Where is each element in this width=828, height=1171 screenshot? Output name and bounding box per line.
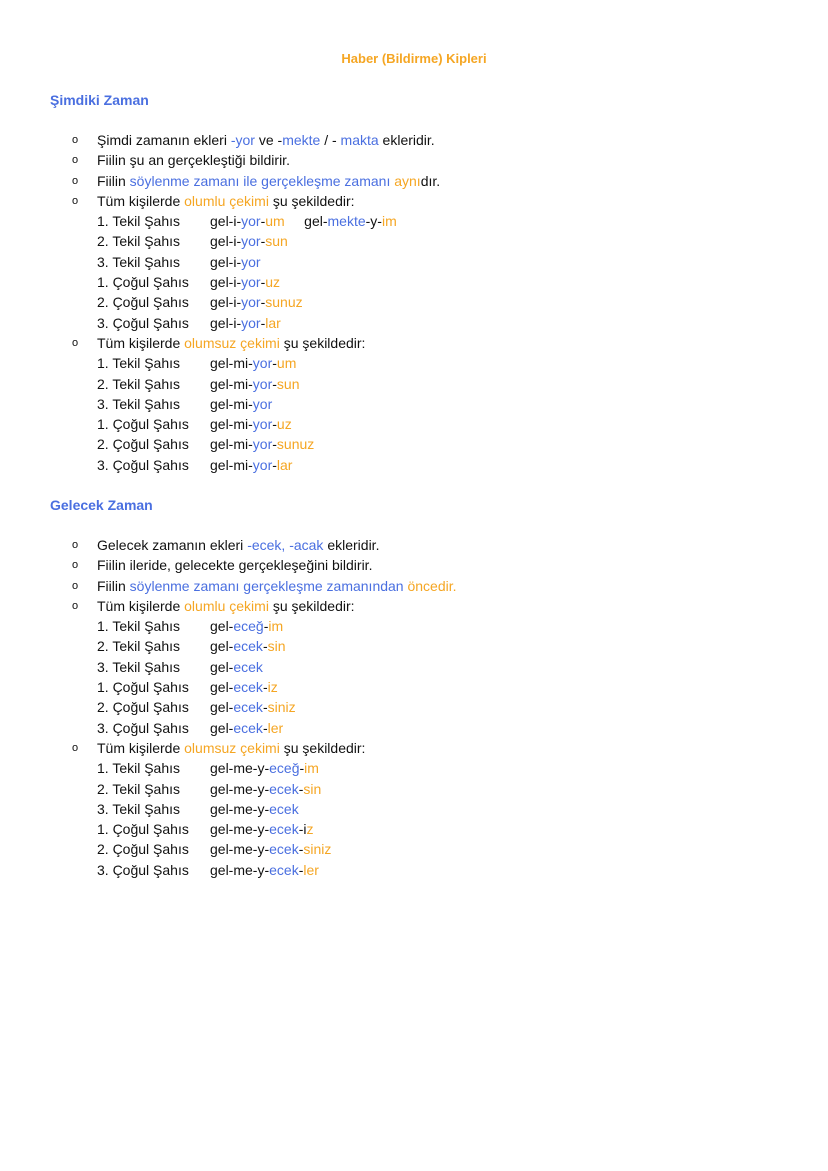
line-text [97, 292, 303, 312]
highlight-orange: sun [265, 233, 288, 250]
text-segment: gel-i- [210, 274, 242, 291]
text-segment: gel-i- [210, 213, 242, 230]
highlight-orange: im [381, 213, 397, 230]
highlight-blue: söylenme zamanı gerçekleşme zamanından [129, 577, 408, 594]
highlight-orange: lar [276, 456, 293, 473]
highlight-orange: sin [303, 780, 322, 797]
highlight-blue: yor [241, 253, 261, 270]
bullet-circle-icon: o [72, 599, 79, 612]
text-segment: Tüm kişilerde [97, 597, 185, 614]
line-text [97, 779, 321, 799]
highlight-orange: sun [276, 375, 300, 392]
text-segment: gel-mi- [210, 375, 253, 392]
highlight-blue: ecek [269, 821, 299, 838]
text-segment: gel-me-y- [210, 760, 270, 777]
text-segment: Tüm kişilerde [97, 192, 185, 209]
person-label: 2. Çoğul Şahıs [97, 841, 189, 858]
line-text [97, 819, 313, 839]
bullet-circle-icon: o [72, 134, 79, 146]
highlight-blue: eceğ [233, 618, 264, 635]
text-segment: - [272, 375, 277, 392]
highlight-blue: ecek [269, 800, 299, 817]
bullet-circle-icon: o [72, 194, 79, 207]
text-segment: Fiilin ileride, gelecekte gerçekleşeğini bildirir. [97, 557, 373, 574]
text-segment: gel-i- [210, 294, 242, 311]
text-segment: Fiilin [97, 172, 130, 189]
text-segment: - [260, 213, 266, 230]
highlight-blue: mekte [282, 132, 321, 148]
line-text [97, 677, 278, 697]
line-text [97, 353, 296, 373]
text-segment: / - [320, 132, 341, 148]
highlight-blue: söylenme zamanı ile gerçekleşme zamanı [129, 172, 395, 189]
text-segment: Fiilin şu an gerçekleştiği bildirir. [97, 152, 290, 169]
person-label: 1. Tekil Şahıs [97, 618, 181, 635]
line-text [97, 596, 355, 616]
person-label: 1. Tekil Şahıs [97, 355, 181, 372]
text-segment: - [262, 719, 268, 736]
text-segment: gel- [210, 618, 234, 635]
highlight-orange: sunuz [276, 436, 315, 453]
highlight-blue: ecek [269, 861, 299, 878]
person-label: 3. Çoğul Şahıs [97, 719, 189, 736]
highlight-blue: -yor [230, 132, 255, 148]
text-segment: - [260, 274, 266, 291]
highlight-orange: olumlu çekimi [184, 597, 269, 614]
highlight-blue: yor [241, 274, 261, 291]
highlight-orange: öncedir. [407, 577, 457, 594]
text-segment: gel-i- [210, 314, 242, 331]
bullet-circle-icon: o [72, 174, 79, 187]
document-title: Haber (Bildirme) Kipleri [341, 51, 487, 66]
highlight-orange: uz [265, 274, 281, 291]
highlight-blue: ecek [233, 719, 263, 736]
line-text [97, 333, 365, 353]
text-segment: -y- [365, 213, 382, 230]
text-segment: - [298, 841, 304, 858]
person-label: 2. Çoğul Şahıs [97, 699, 189, 716]
text-segment: - [262, 638, 268, 655]
person-label: 1. Çoğul Şahıs [97, 274, 189, 291]
highlight-blue: ecek [233, 699, 263, 716]
line-text [97, 374, 299, 394]
line-text [97, 636, 286, 656]
highlight-blue: -ecek, -acak [247, 537, 324, 553]
line-text [97, 171, 440, 191]
line-text [97, 718, 283, 738]
text-segment: - [272, 416, 277, 433]
line-text [97, 839, 331, 859]
line-text [97, 252, 261, 272]
text-segment: - [260, 314, 266, 331]
highlight-orange: siniz [267, 699, 296, 716]
person-label: 2. Tekil Şahıs [97, 375, 181, 392]
highlight-orange: olumsuz çekimi [184, 739, 280, 756]
text-segment: Gelecek zamanın ekleri [97, 537, 248, 553]
person-label: 1. Tekil Şahıs [97, 213, 181, 230]
text-segment: - [260, 294, 266, 311]
line-text [97, 150, 290, 170]
line-text [97, 272, 280, 292]
person-label: 3. Tekil Şahıs [97, 800, 181, 817]
line-text [97, 211, 397, 231]
line-text [97, 191, 355, 211]
highlight-blue: mekte [327, 213, 366, 230]
text-segment: gel- [210, 699, 234, 716]
highlight-orange: iz [267, 679, 278, 696]
line-text [97, 697, 296, 717]
text-segment: şu şekildedir: [279, 739, 366, 756]
line-text [97, 535, 379, 555]
text-segment: - [262, 679, 268, 696]
bullet-circle-icon: o [72, 559, 79, 572]
highlight-orange: ler [303, 861, 319, 878]
bullet-circle-icon: o [72, 539, 79, 551]
text-segment: şu şekildedir: [268, 192, 355, 209]
line-text [97, 799, 299, 819]
highlight-orange: siniz [303, 841, 332, 858]
highlight-orange: sunuz [265, 294, 303, 311]
highlight-orange: aynı [394, 172, 421, 189]
person-label: 1. Çoğul Şahıs [97, 821, 189, 838]
highlight-orange: olumlu çekimi [184, 192, 269, 209]
highlight-blue: yor [252, 416, 273, 433]
highlight-blue: ecek [233, 638, 263, 655]
text-segment: gel- [210, 658, 234, 675]
person-label: 2. Çoğul Şahıs [97, 436, 189, 453]
bullet-circle-icon: o [72, 336, 79, 349]
line-text [97, 455, 292, 475]
text-segment: gel-mi- [210, 416, 253, 433]
line-text [97, 576, 457, 596]
text-segment: gel-mi- [210, 436, 253, 453]
person-label: 2. Tekil Şahıs [97, 638, 181, 655]
highlight-blue: yor [241, 294, 261, 311]
text-segment: gel-mi- [210, 355, 253, 372]
line-text [97, 758, 319, 778]
text-segment: ekleridir. [323, 537, 380, 553]
highlight-orange: im [304, 760, 319, 777]
highlight-blue: yor [241, 233, 261, 250]
text-segment: ve - [254, 132, 283, 148]
text-segment: gel-me-y- [210, 841, 270, 858]
highlight-blue: ecek [233, 679, 263, 696]
line-text [97, 231, 288, 251]
section-heading-gelecek-zaman: Gelecek Zaman [50, 497, 153, 513]
highlight-orange: sin [267, 638, 286, 655]
text-segment: gel-mi- [210, 395, 253, 412]
text-segment: Tüm kişilerde [97, 739, 185, 756]
person-label: 3. Çoğul Şahıs [97, 314, 189, 331]
highlight-orange: im [268, 618, 284, 635]
text-segment: gel-mi- [210, 456, 253, 473]
text-segment: - [298, 780, 304, 797]
highlight-blue: yor [252, 456, 273, 473]
text-segment: Tüm kişilerde [97, 334, 185, 351]
highlight-orange: lar [265, 314, 281, 331]
text-segment: - [272, 355, 277, 372]
line-text [97, 738, 365, 758]
highlight-orange: uz [276, 416, 292, 433]
highlight-blue: yor [252, 436, 273, 453]
line-text [97, 130, 435, 150]
text-segment: ekleridir. [378, 132, 435, 148]
person-label: 2. Tekil Şahıs [97, 780, 181, 797]
person-label: 3. Çoğul Şahıs [97, 456, 189, 473]
line-text [97, 313, 281, 333]
highlight-blue: yor [252, 395, 273, 412]
text-segment: şu şekildedir: [279, 334, 366, 351]
text-segment: - [299, 760, 305, 777]
highlight-orange: z [306, 821, 314, 838]
section-heading-simdiki-zaman: Şimdiki Zaman [50, 92, 149, 108]
highlight-blue: ecek [269, 780, 299, 797]
line-text [97, 860, 319, 880]
person-label: 3. Tekil Şahıs [97, 395, 181, 412]
line-text [97, 555, 372, 575]
person-label: 2. Tekil Şahıs [97, 233, 181, 250]
highlight-blue: yor [241, 213, 261, 230]
highlight-blue: makta [340, 132, 379, 148]
line-text [97, 657, 263, 677]
text-segment: - [260, 233, 266, 250]
line-text [97, 394, 272, 414]
text-segment: dır. [420, 172, 441, 189]
person-label: 3. Tekil Şahıs [97, 658, 181, 675]
text-segment: gel-i- [210, 253, 242, 270]
text-segment: gel- [210, 638, 234, 655]
text-segment: - [298, 861, 304, 878]
person-label: 1. Çoğul Şahıs [97, 679, 189, 696]
text-segment: şu şekildedir: [268, 597, 355, 614]
highlight-blue: yor [252, 375, 273, 392]
text-segment: - [263, 618, 269, 635]
text-segment: gel-me-y- [210, 861, 270, 878]
text-segment: - [272, 456, 277, 473]
text-segment: gel- [284, 213, 328, 230]
highlight-orange: olumsuz çekimi [184, 334, 280, 351]
text-segment: Şimdi zamanın ekleri [97, 132, 231, 148]
highlight-orange: um [265, 213, 285, 230]
text-segment: gel- [210, 679, 234, 696]
person-label: 1. Tekil Şahıs [97, 760, 181, 777]
highlight-blue: eceğ [269, 760, 300, 777]
bullet-circle-icon: o [72, 579, 79, 592]
text-segment: gel-me-y- [210, 821, 270, 838]
highlight-blue: yor [252, 355, 273, 372]
person-label: 1. Çoğul Şahıs [97, 416, 189, 433]
line-text [97, 434, 314, 454]
bullet-circle-icon: o [72, 741, 79, 754]
person-label: 3. Tekil Şahıs [97, 253, 181, 270]
text-segment: Fiilin [97, 577, 130, 594]
person-label: 3. Çoğul Şahıs [97, 861, 189, 878]
text-segment: gel- [210, 719, 234, 736]
text-segment: - [272, 436, 277, 453]
text-segment: gel-me-y- [210, 800, 270, 817]
text-segment: - [262, 699, 268, 716]
line-text [97, 616, 283, 636]
text-segment: gel-i- [210, 233, 242, 250]
text-segment: -i [298, 821, 307, 838]
highlight-orange: ler [267, 719, 284, 736]
highlight-orange: um [276, 355, 297, 372]
line-text [97, 414, 292, 434]
highlight-blue: ecek [233, 658, 263, 675]
highlight-blue: ecek [269, 841, 299, 858]
bullet-circle-icon: o [72, 154, 79, 167]
text-segment: gel-me-y- [210, 780, 270, 797]
highlight-blue: yor [241, 314, 261, 331]
person-label: 2. Çoğul Şahıs [97, 294, 189, 311]
